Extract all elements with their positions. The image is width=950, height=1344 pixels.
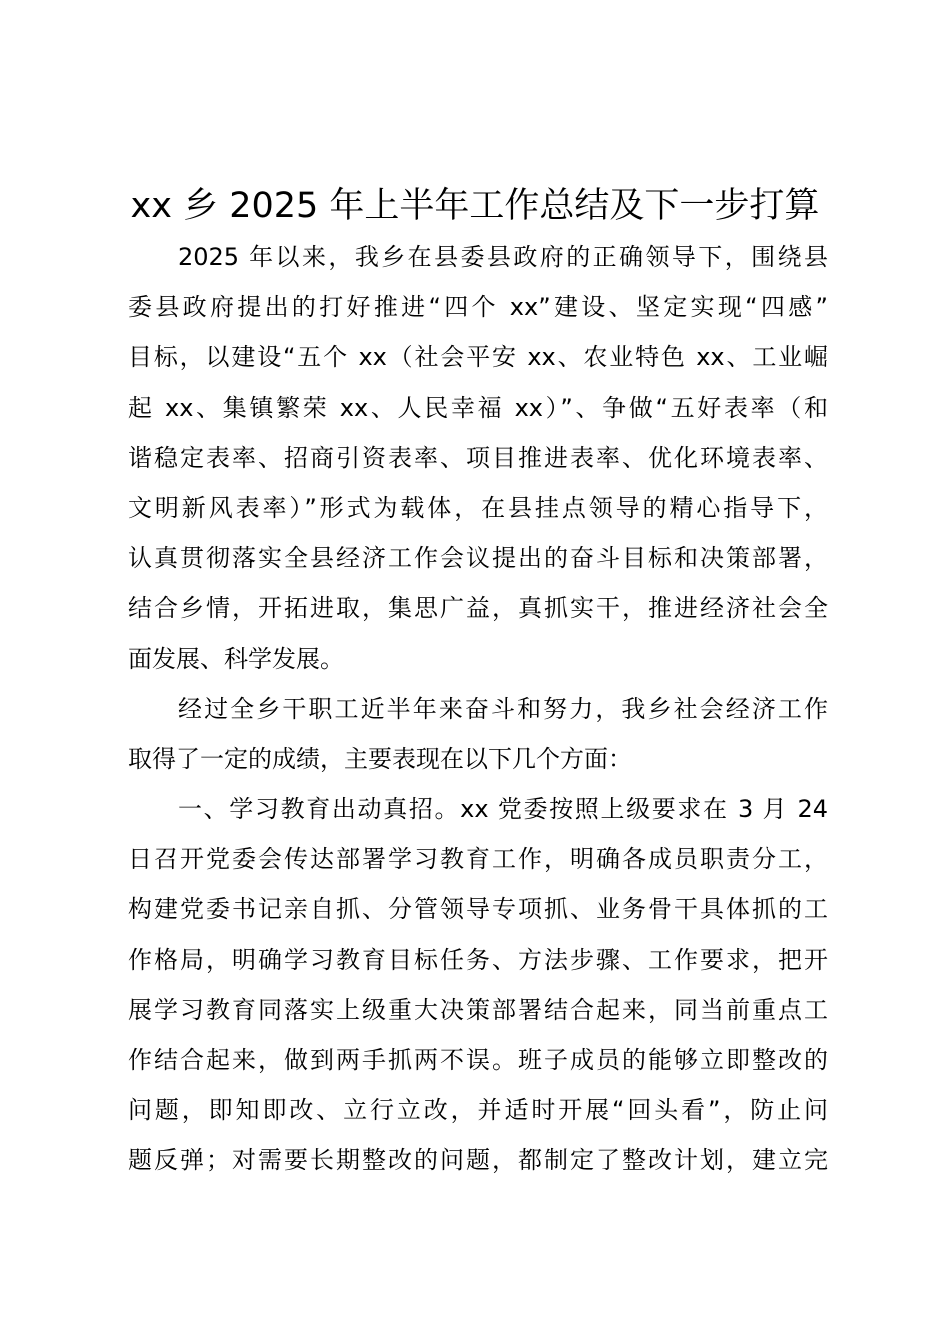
- paragraph-line: 文明新风表率）”形式为载体，在县挂点领导的精心指导下，: [128, 493, 828, 522]
- paragraph-2: [128, 684, 828, 784]
- paragraph-line: 目标，以建设“五个 xx（社会平安 xx、农业特色 xx、工业崛: [128, 343, 828, 372]
- paragraph-line: 一、学习教育出动真招。xx 党委按照上级要求在 3 月 24: [178, 795, 828, 824]
- paragraph-line: 经过全乡干职工近半年来奋斗和努力，我乡社会经济工作: [178, 694, 828, 723]
- paragraph-line: 起 xx、集镇繁荣 xx、人民幸福 xx）”、争做“五好表率（和: [128, 393, 828, 422]
- document-title: xx 乡 2025 年上半年工作总结及下一步打算: [130, 186, 820, 226]
- paragraph-line: 取得了一定的成绩，主要表现在以下几个方面：: [128, 744, 632, 773]
- paragraph-line: 问题，即知即改、立行立改，并适时开展“回头看”，防止问: [128, 1096, 828, 1125]
- paragraph-1: [128, 232, 828, 684]
- paragraph-line: 委县政府提出的打好推进“四个 xx”建设、坚定实现“四感”: [128, 293, 828, 322]
- paragraph-line: 题反弹；对需要长期整改的问题，都制定了整改计划，建立完: [128, 1146, 828, 1175]
- paragraph-line: 展学习教育同落实上级重大决策部署结合起来，同当前重点工: [128, 995, 828, 1024]
- paragraph-line: 作结合起来，做到两手抓两不误。班子成员的能够立即整改的: [128, 1046, 828, 1074]
- paragraph-line: 2025 年以来，我乡在县委县政府的正确领导下，围绕县: [178, 243, 828, 271]
- paragraph-line: 谐稳定表率、招商引资表率、项目推进表率、优化环境表率、: [128, 443, 828, 472]
- paragraph-3: [128, 784, 828, 1186]
- paragraph-line: 日召开党委会传达部署学习教育工作，明确各成员职责分工，: [128, 845, 828, 874]
- paragraph-line: 认真贯彻落实全县经济工作会议提出的奋斗目标和决策部署，: [128, 544, 828, 573]
- paragraph-line: 作格局，明确学习教育目标任务、方法步骤、工作要求，把开: [128, 945, 828, 974]
- paragraph-line: 结合乡情，开拓进取，集思广益，真抓实干，推进经济社会全: [128, 594, 828, 623]
- paragraph-line: 构建党委书记亲自抓、分管领导专项抓、业务骨干具体抓的工: [128, 895, 828, 924]
- document-body: [128, 232, 828, 1186]
- paragraph-line: 面发展、科学发展。: [128, 644, 344, 673]
